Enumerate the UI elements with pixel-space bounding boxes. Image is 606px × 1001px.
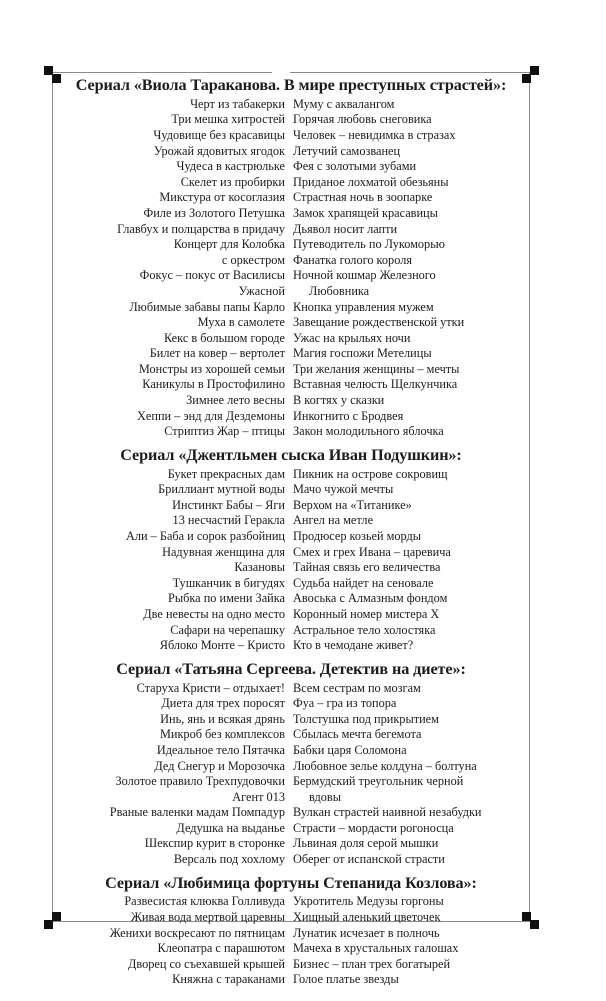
book-title: Клеопатра с парашютом (157, 941, 285, 956)
book-title: Дьявол носит лапти (293, 221, 398, 236)
book-title: Версаль под хохлому (173, 852, 285, 867)
series-block (56, 654, 526, 868)
book-title: Диета для трех поросят (161, 696, 285, 711)
book-title: Тайная связь его величества (293, 560, 441, 575)
series-listing-content (56, 74, 526, 987)
book-title: Кнопка управления мужем (293, 299, 434, 314)
book-title: с оркестром (221, 252, 285, 267)
series-column-left (56, 894, 293, 988)
book-title: Три мешка хитростей (171, 112, 285, 127)
series-columns (56, 97, 526, 440)
book-title: Али – Баба и сорок разбойниц (125, 529, 285, 543)
book-title: Муму с аквалангом (293, 96, 395, 111)
selection-handle-bottom-right-outer[interactable] (530, 920, 539, 929)
book-title: Тушканчик в бигудях (172, 575, 285, 590)
book-title: Сафари на черепашку (170, 622, 285, 637)
book-title: Казановы (234, 560, 285, 575)
selection-handle-top-right-outer[interactable] (530, 66, 539, 75)
book-title: Замок храпящей красавицы (293, 205, 438, 220)
book-title: Билет на ковер – вертолет (149, 346, 285, 361)
book-title: Зимнее лето весны (186, 393, 285, 408)
book-title: Каникулы в Простофилино (142, 377, 285, 392)
book-title: Инстинкт Бабы – Яги (172, 497, 285, 512)
book-title: Страсти – мордасти рогоносца (293, 820, 454, 835)
book-title: Мачеха в хрустальных галошах (293, 941, 459, 956)
book-title: Пикник на острове сокровищ (293, 466, 448, 481)
book-title: Завещание рождественской утки (293, 315, 465, 330)
book-title: Фанатка голого короля (293, 252, 412, 267)
book-title: Человек – невидимка в стразах (293, 127, 456, 142)
book-title: Две невесты на одно место (143, 606, 285, 621)
series-column-right (293, 97, 526, 440)
book-title: Оберег от испанской страсти (293, 852, 445, 867)
book-title: Вулкан страстей наивной незабудки (293, 805, 482, 820)
book-title: Букет прекрасных дам (167, 466, 285, 481)
book-title: Яблоко Монте – Кристо (159, 638, 285, 653)
book-title: Бермудский треугольник черной (293, 774, 464, 789)
book-title: Чудеса в кастрюльке (176, 159, 285, 174)
book-title: Старуха Кристи – отдыхает! (136, 680, 285, 695)
book-title: Ангел на метле (293, 513, 374, 528)
series-columns (56, 681, 526, 868)
book-title: Голое платье звезды (293, 972, 399, 987)
book-title: Любовника (309, 283, 370, 298)
book-title: Приданое лохматой обезьяны (293, 174, 449, 189)
series-heading: Сериал «Татьяна Сергеева. Детектив на диете»: (116, 659, 466, 678)
book-title: Фея с золотыми зубами (293, 159, 417, 174)
book-title: Хеппи – энд для Дездемоны (137, 408, 285, 423)
book-title: Сбылась мечта бегемота (293, 727, 422, 742)
book-title: Микроб без комплексов (159, 727, 285, 742)
book-title: Живая вода мертвой царевны (130, 910, 285, 925)
book-title: Горячая любовь снеговика (293, 112, 432, 127)
selection-handle-bottom-left-outer[interactable] (44, 920, 53, 929)
series-block (56, 74, 526, 440)
series-column-right (293, 467, 526, 654)
book-title: Женихи воскресают по пятницам (109, 925, 285, 940)
series-column-left (56, 97, 293, 440)
book-title: Чудовище без красавицы (153, 127, 285, 142)
book-title: Рваные валенки мадам Помпадур (109, 805, 285, 820)
book-title: Фуа – гра из топора (293, 696, 397, 711)
book-title: Судьба найдет на сеновале (293, 575, 434, 590)
book-title: Коронный номер мистера Х (293, 606, 440, 621)
book-title: Княжна с тараканами (172, 972, 285, 987)
series-column-right (293, 894, 526, 988)
series-column-left (56, 467, 293, 654)
book-title: Агент 013 (232, 789, 285, 804)
book-title: Магия госпожи Метелицы (293, 346, 432, 361)
book-title: Вставная челюсть Щелкунчика (293, 377, 458, 392)
book-title: Бриллиант мутной воды (158, 482, 285, 497)
book-title: Монстры из хорошей семьи (138, 361, 285, 376)
book-title: Кекс в большом городе (163, 330, 285, 345)
book-title: Путеводитель по Лукоморью (293, 237, 445, 252)
book-title: Ужас на крыльях ночи (293, 330, 411, 345)
series-columns (56, 894, 526, 988)
book-title: Идеальное тело Пятачка (156, 742, 285, 757)
book-title: Закон молодильного яблочка (293, 424, 444, 439)
book-title: Инкогнито с Бродвея (293, 408, 404, 423)
book-title: Инь, янь и всякая дрянь (160, 711, 285, 726)
book-title: Микстура от косоглазия (159, 190, 285, 205)
book-title: Толстушка под прикрытием (293, 711, 439, 726)
series-heading: Сериал «Джентльмен сыска Иван Подушкин»: (120, 445, 462, 464)
book-title: Фокус – покус от Василисы (139, 268, 285, 283)
series-column-left (56, 681, 293, 868)
series-heading: Сериал «Виола Тараканова. В мире преступных страстей»: (75, 76, 507, 94)
book-title: Концерт для Колобка (173, 237, 285, 252)
book-title: Развесистая клюква Голливуда (124, 894, 285, 909)
book-title: Продюсер козьей морды (293, 529, 422, 543)
book-title: Укротитель Медузы горгоны (293, 894, 444, 909)
book-title: Дедушка на выданье (176, 820, 285, 835)
book-title: Лунатик исчезает в полночь (293, 925, 440, 940)
book-title: Надувная женщина для (162, 544, 285, 559)
book-title: Астральное тело холостяка (293, 622, 436, 637)
book-title: Стриптиз Жар – птицы (164, 424, 285, 439)
book-title: Ужасной (238, 283, 285, 298)
book-title: Любовное зелье колдуна – болтуна (293, 758, 477, 773)
book-title: Бизнес – план трех богатырей (293, 956, 451, 971)
book-title: Три желания женщины – мечты (293, 361, 460, 376)
book-title: Верхом на «Титанике» (293, 497, 412, 512)
book-title: Кто в чемодане живет? (293, 638, 414, 653)
book-title: Всем сестрам по мозгам (293, 680, 421, 695)
book-title: Авоська с Алмазным фондом (293, 591, 448, 606)
book-title: Дед Снегур и Морозочка (154, 758, 285, 773)
series-block (56, 440, 526, 654)
series-heading: Сериал «Любимица фортуны Степанида Козлова»: (105, 873, 477, 892)
book-title: Скелет из пробирки (180, 174, 285, 189)
series-block (56, 868, 526, 988)
book-title: В когтях у сказки (293, 393, 385, 408)
book-title: Урожай ядовитых ягодок (153, 143, 285, 158)
book-title: Бабки царя Соломона (293, 742, 407, 757)
book-title: Шекспир курит в сторонке (144, 836, 285, 851)
book-title: Главбух и полцарства в придачу (117, 221, 285, 236)
book-title: Страстная ночь в зоопарке (293, 190, 433, 205)
book-title: Филе из Золотого Петушка (143, 205, 285, 220)
series-columns (56, 467, 526, 654)
book-title: Ночной кошмар Железного (293, 268, 436, 283)
book-title: Дворец со съехавшей крышей (127, 956, 285, 971)
book-title: Мачо чужой мечты (293, 482, 394, 497)
series-column-right (293, 681, 526, 868)
book-title: вдовы (309, 789, 341, 804)
book-title: 13 несчастий Геракла (172, 513, 285, 528)
book-title: Хищный аленький цветочек (293, 910, 441, 925)
book-title: Черт из табакерки (190, 96, 285, 111)
book-title: Летучий самозванец (293, 143, 401, 158)
book-title: Любимые забавы папы Карло (129, 299, 285, 314)
book-title: Золотое правило Трехпудовочки (115, 774, 285, 789)
book-title: Муха в самолете (197, 315, 285, 330)
book-title: Львиная доля серой мышки (293, 836, 439, 851)
book-title: Смех и грех Ивана – царевича (293, 544, 451, 559)
book-title: Рыбка по имени Зайка (168, 591, 285, 606)
